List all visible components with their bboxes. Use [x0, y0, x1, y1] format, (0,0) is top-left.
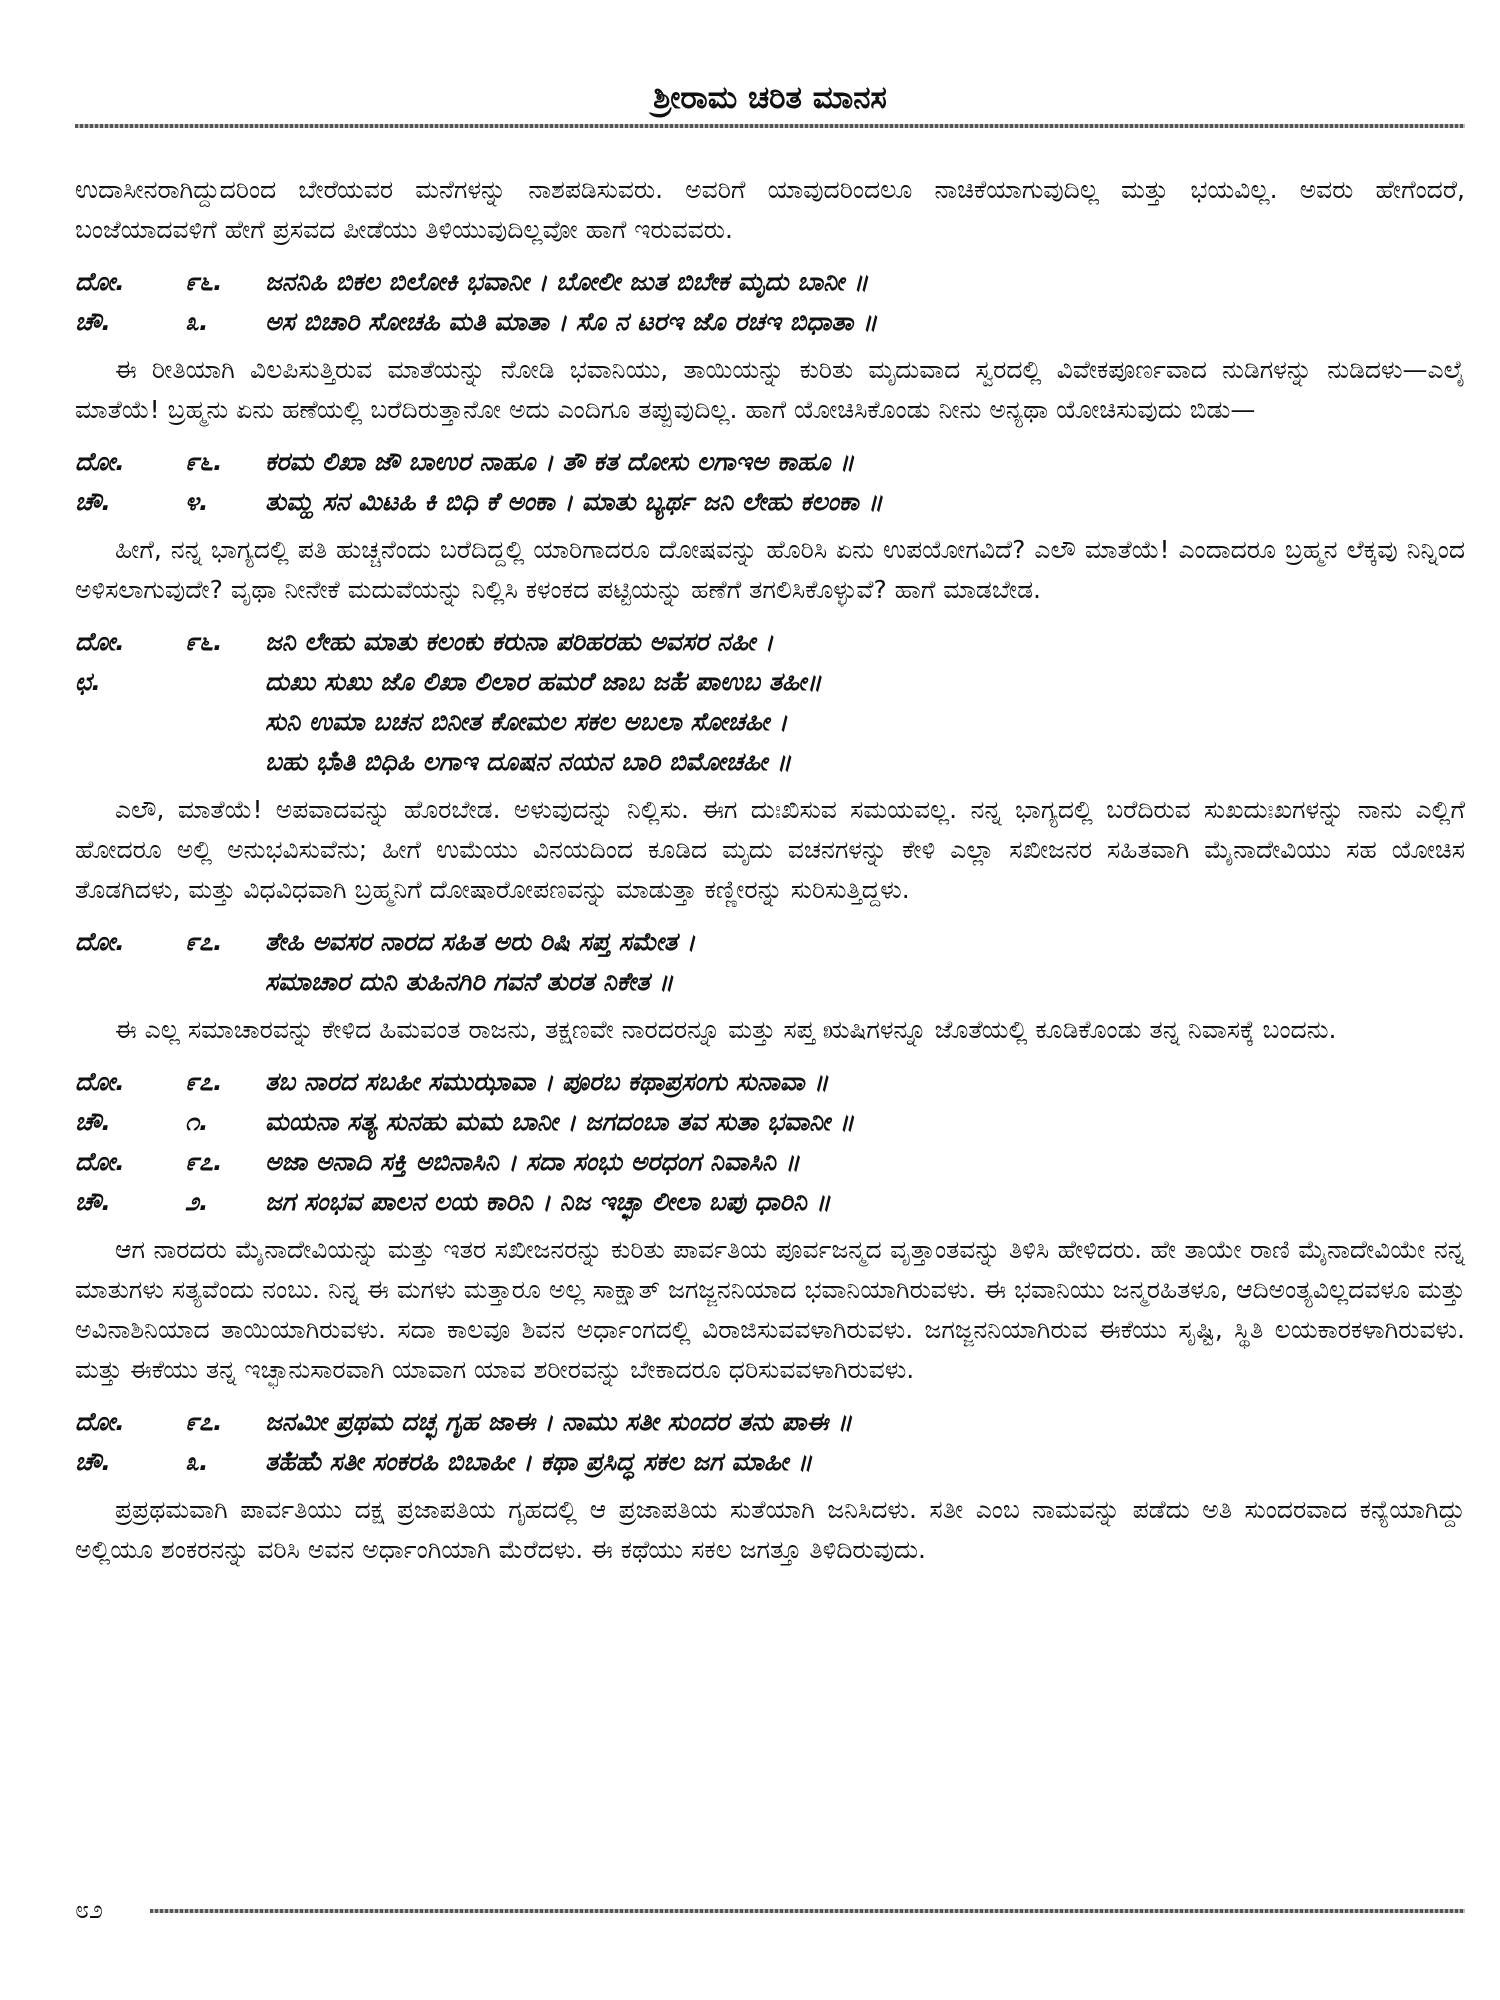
- prose-paragraph: ಪ್ರಪ್ರಥಮವಾಗಿ ಪಾರ್ವತಿಯು ದಕ್ಷ ಪ್ರಜಾಪತಿಯ ಗೃಹದಲ್ಲಿ ಆ ಪ್ರಜಾಪತಿಯ ಸುತೆಯಾಗಿ ಜನಿಸಿದಳು. ಸತೀ ಎಂಬ ನಾಮವನ್ನು ಪಡೆದು ಅತಿ ಸುಂದರವಾದ ಕನ್ಯೆಯಾಗಿದ್ದು ಅಲ್ಲಿಯೂ ಶಂಕರನನ್ನು ವರಿಸಿ ಅವನ ಅರ್ಧಾಂಗಿಯಾಗಿ ಮೆರೆದಳು. ಈ ಕಥೆಯು ಸಕಲ ಜಗತ್ತೂ ತಿಳಿದಿರುವುದು.: [75, 1495, 1465, 1564]
- header-divider: [75, 124, 1465, 128]
- verse-label: [75, 962, 185, 1002]
- verse-block: [75, 262, 1465, 342]
- verse-line: [75, 742, 1465, 782]
- verse-line: [75, 262, 1465, 302]
- page-title: ಶ್ರೀರಾಮ ಚರಿತ ಮಾನಸ: [653, 80, 887, 116]
- verse-number: [185, 702, 265, 742]
- verse-text: ಬಹು ಭಾಁತಿ ಬಿಧಿಹಿ ಲಗಾಇ ದೂಷನ ನಯನ ಬಾರಿ ಬಿಮೋಚಹೀ ॥: [265, 747, 792, 776]
- verse-line: [75, 442, 1465, 482]
- verse-text: ತುಮ್ಹ ಸನ ಮಿಟಹಿ ಕಿ ಬಿಧಿ ಕೆ ಅಂಕಾ । ಮಾತು ಬ್ಯರ್ಥ ಜನಿ ಲೇಹು ಕಲಂಕಾ ॥: [265, 487, 883, 516]
- verse-text: ಕರಮ ಲಿಖಾ ಜೌ ಬಾಉರ ನಾಹೂ । ತೌ ಕತ ದೋಸು ಲಗಾಇಅ ಕಾಹೂ ॥: [265, 447, 855, 476]
- verse-label: ದೋ.: [75, 1407, 125, 1436]
- verse-block: [75, 922, 1465, 1002]
- verse-line: [75, 482, 1465, 522]
- verse-text: ತಹಁಹುಁ ಸತೀ ಸಂಕರಹಿ ಬಿಬಾಹೀ । ಕಥಾ ಪ್ರಸಿದ್ಧ ಸಕಲ ಜಗ ಮಾಹೀ ॥: [265, 1447, 813, 1476]
- verse-number: ೨.: [185, 1187, 209, 1216]
- verse-label: ಚೌ.: [75, 1107, 111, 1136]
- verse-text: ಅಜಾ ಅನಾದಿ ಸಕ್ತಿ ಅಬಿನಾಸಿನಿ । ಸದಾ ಸಂಭು ಅರಧಂಗ ನಿವಾಸಿನಿ ॥: [265, 1147, 800, 1176]
- page-number: ೮೨: [75, 1895, 104, 1924]
- verse-number: [185, 742, 265, 782]
- verse-block: [75, 1062, 1465, 1222]
- verse-line: [75, 1062, 1465, 1102]
- verse-label: ದೋ.: [75, 1067, 125, 1096]
- verse-line: [75, 1182, 1465, 1222]
- verse-number: [185, 662, 265, 702]
- verse-text: ದುಖು ಸುಖು ಜೊ ಲಿಖಾ ಲಿಲಾರ ಹಮರೆ ಜಾಬ ಜಹಁ ಪಾಉಬ ತಹೀ॥: [265, 667, 822, 696]
- verse-text: ಅಸ ಬಿಚಾರಿ ಸೋಚಹಿ ಮತಿ ಮಾತಾ । ಸೊ ನ ಟರಇ ಜೊ ರಚಇ ಬಿಧಾತಾ ॥: [265, 307, 878, 336]
- verse-text: ಜನಮೀ ಪ್ರಥಮ ದಚ್ಛ ಗೃಹ ಜಾಈ । ನಾಮು ಸತೀ ಸುಂದರ ತನು ಪಾಈ ॥: [265, 1407, 853, 1436]
- verse-number: ೯೭.: [185, 1147, 223, 1176]
- prose-paragraph: ಎಲೌ, ಮಾತೆಯೆ! ಅಪವಾದವನ್ನು ಹೊರಬೇಡ. ಅಳುವುದನ್ನು ನಿಲ್ಲಿಸು. ಈಗ ದುಃಖಿಸುವ ಸಮಯವಲ್ಲ. ನನ್ನ ಭಾಗ್ಯದಲ್ಲಿ ಬರೆದಿರುವ ಸುಖದುಃಖಗಳನ್ನು ನಾನು ಎಲ್ಲಿಗೆ ಹೋದರೂ ಅಲ್ಲಿ ಅನುಭವಿಸುವೆನು; ಹೀಗೆ ಉಮೆಯು ವಿನಯದಿಂದ ಕೂಡಿದ ಮೃದು ವಚನಗಳನ್ನು ಕೇಳಿ ಎಲ್ಲಾ ಸಖೀಜನರ ಸಹಿತವಾಗಿ ಮೈನಾದೇವಿಯು ಸಹ ಯೋಚಿಸ ತೊಡಗಿದಳು, ಮತ್ತು ವಿಧವಿಧವಾಗಿ ಬ್ರಹ್ಮನಿಗೆ ದೋಷಾರೋಪಣವನ್ನು ಮಾಡುತ್ತಾ ಕಣ್ಣೀರನ್ನು ಸುರಿಸುತ್ತಿದ್ದಳು.: [75, 795, 1465, 904]
- verse-text: ಜನಿ ಲೇಹು ಮಾತು ಕಲಂಕು ಕರುನಾ ಪರಿಹರಹು ಅವಸರ ನಹೀ ।: [265, 627, 774, 656]
- prose-paragraph: ಈ ಎಲ್ಲ ಸಮಾಚಾರವನ್ನು ಕೇಳಿದ ಹಿಮವಂತ ರಾಜನು, ತಕ್ಷಣವೇ ನಾರದರನ್ನೂ ಮತ್ತು ಸಪ್ತ ಋಷಿಗಳನ್ನೂ ಜೊತೆಯಲ್ಲಿ ಕೂಡಿಕೊಂಡು ತನ್ನ ನಿವಾಸಕ್ಕೆ ಬಂದನು.: [115, 1015, 1337, 1044]
- verse-number: ೧.: [185, 1107, 209, 1136]
- verse-number: ೩.: [185, 1447, 209, 1476]
- verse-number: ೯೬.: [185, 447, 223, 476]
- verse-line: [75, 1102, 1465, 1142]
- footer-divider: [150, 1909, 1465, 1913]
- verse-label: ದೋ.: [75, 627, 125, 656]
- verse-number: ೩.: [185, 307, 209, 336]
- verse-label: ಚೌ.: [75, 307, 111, 336]
- verse-line: [75, 1142, 1465, 1182]
- verse-line: [75, 622, 1465, 662]
- verse-text: ಜಗ ಸಂಭವ ಪಾಲನ ಲಯ ಕಾರಿನಿ । ನಿಜ ಇಚ್ಛಾ ಲೀಲಾ ಬಪು ಧಾರಿನಿ ॥: [265, 1187, 831, 1216]
- verse-label: ದೋ.: [75, 267, 125, 296]
- verse-text: ತೇಹಿ ಅವಸರ ನಾರದ ಸಹಿತ ಅರು ರಿಷಿ ಸಪ್ತ ಸಮೇತ ।: [265, 927, 696, 956]
- verse-number: [185, 962, 265, 1002]
- verse-line: [75, 302, 1465, 342]
- verse-number: ೯೬.: [185, 627, 223, 656]
- verse-block: [75, 1402, 1465, 1482]
- verse-number: ೯೭.: [185, 1407, 223, 1436]
- verse-number: ೯೭.: [185, 1067, 223, 1096]
- verse-number: ೯೬.: [185, 267, 223, 296]
- verse-text: ಮಯನಾ ಸತ್ಯ ಸುನಹು ಮಮ ಬಾನೀ । ಜಗದಂಬಾ ತವ ಸುತಾ ಭವಾನೀ ॥: [265, 1107, 855, 1136]
- verse-label: ಚೌ.: [75, 487, 111, 516]
- verse-label: ಛ.: [75, 667, 101, 696]
- verse-number: ೯೭.: [185, 927, 223, 956]
- verse-label: ಚೌ.: [75, 1447, 111, 1476]
- verse-label: ದೋ.: [75, 447, 125, 476]
- verse-label: [75, 702, 185, 742]
- verse-text: ಜನನಿಹಿ ಬಿಕಲ ಬಿಲೋಕಿ ಭವಾನೀ । ಬೋಲೀ ಜುತ ಬಿಬೇಕ ಮೃದು ಬಾನೀ ॥: [265, 267, 869, 296]
- verse-line: [75, 1442, 1465, 1482]
- verse-block: [75, 442, 1465, 522]
- verse-line: [75, 922, 1465, 962]
- verse-line: [75, 1402, 1465, 1442]
- page-body: [75, 170, 1465, 1582]
- verse-line: [75, 662, 1465, 702]
- prose-paragraph: ಹೀಗೆ, ನನ್ನ ಭಾಗ್ಯದಲ್ಲಿ ಪತಿ ಹುಚ್ಚನೆಂದು ಬರೆದಿದ್ದಲ್ಲಿ ಯಾರಿಗಾದರೂ ದೋಷವನ್ನು ಹೊರಿಸಿ ಏನು ಉಪಯೋಗವಿದೆ? ಎಲೌ ಮಾತೆಯೆ! ಎಂದಾದರೂ ಬ್ರಹ್ಮನ ಲೆಕ್ಕವು ನಿನ್ನಿಂದ ಅಳಿಸಲಾಗುವುದೇ? ವೃಥಾ ನೀನೇಕೆ ಮದುವೆಯನ್ನು ನಿಲ್ಲಿಸಿ ಕಳಂಕದ ಪಟ್ಟಿಯನ್ನು ಹಣೆಗೆ ತಗಲಿಸಿಕೊಳ್ಳುವೆ? ಹಾಗೆ ಮಾಡಬೇಡ.: [75, 535, 1465, 604]
- verse-label: ಚೌ.: [75, 1187, 111, 1216]
- verse-line: [75, 962, 1465, 1002]
- prose-paragraph: ಉದಾಸೀನರಾಗಿದ್ದುದರಿಂದ ಬೇರೆಯವರ ಮನೆಗಳನ್ನು ನಾಶಪಡಿಸುವರು. ಅವರಿಗೆ ಯಾವುದರಿಂದಲೂ ನಾಚಿಕೆಯಾಗುವುದಿಲ್ಲ ಮತ್ತು ಭಯವಿಲ್ಲ. ಅವರು ಹೇಗೆಂದರೆ, ಬಂಜೆಯಾದವಳಿಗೆ ಹೇಗೆ ಪ್ರಸವದ ಪೀಡೆಯು ತಿಳಿಯುವುದಿಲ್ಲವೋ ಹಾಗೆ ಇರುವವರು.: [75, 175, 1465, 244]
- prose-paragraph: ಆಗ ನಾರದರು ಮೈನಾದೇವಿಯನ್ನು ಮತ್ತು ಇತರ ಸಖೀಜನರನ್ನು ಕುರಿತು ಪಾರ್ವತಿಯ ಪೂರ್ವಜನ್ಮದ ವೃತ್ತಾಂತವನ್ನು ತಿಳಿಸಿ ಹೇಳಿದರು. ಹೇ ತಾಯೇ ರಾಣಿ ಮೈನಾದೇವಿಯೇ ನನ್ನ ಮಾತುಗಳು ಸತ್ಯವೆಂದು ನಂಬು. ನಿನ್ನ ಈ ಮಗಳು ಮತ್ತಾರೂ ಅಲ್ಲ ಸಾಕ್ಷಾತ್ ಜಗಜ್ಜನನಿಯಾದ ಭವಾನಿಯಾಗಿರುವಳು. ಈ ಭವಾನಿಯು ಜನ್ಮರಹಿತಳೂ, ಆದಿಅಂತ್ಯವಿಲ್ಲದವಳೂ ಮತ್ತು ಅವಿನಾಶಿನಿಯಾದ ತಾಯಿಯಾಗಿರುವಳು. ಸದಾ ಕಾಲವೂ ಶಿವನ ಅರ್ಧಾಂಗದಲ್ಲಿ ವಿರಾಜಿಸುವವಳಾಗಿರುವಳು. ಜಗಜ್ಜನನಿಯಾಗಿರುವ ಈಕೆಯು ಸೃಷ್ಟಿ, ಸ್ಥಿತಿ ಲಯಕಾರಕಳಾಗಿರುವಳು. ಮತ್ತು ಈಕೆಯು ತನ್ನ ಇಚ್ಛಾನುಸಾರವಾಗಿ ಯಾವಾಗ ಯಾವ ಶರೀರವನ್ನು ಬೇಕಾದರೂ ಧರಿಸುವವಳಾಗಿರುವಳು.: [75, 1235, 1465, 1384]
- verse-label: ದೋ.: [75, 927, 125, 956]
- verse-text: ಸಮಾಚಾರ ದುನಿ ತುಹಿನಗಿರಿ ಗವನೆ ತುರತ ನಿಕೇತ ॥: [265, 967, 674, 996]
- verse-label: ದೋ.: [75, 1147, 125, 1176]
- verse-text: ತಬ ನಾರದ ಸಬಹೀ ಸಮುಝಾವಾ । ಪೂರಬ ಕಥಾಪ್ರಸಂಗು ಸುನಾವಾ ॥: [265, 1067, 829, 1096]
- verse-number: ೪.: [185, 487, 209, 516]
- verse-text: ಸುನಿ ಉಮಾ ಬಚನ ಬಿನೀತ ಕೋಮಲ ಸಕಲ ಅಬಲಾ ಸೋಚಹೀ ।: [265, 707, 788, 736]
- verse-label: [75, 742, 185, 782]
- verse-block: [75, 622, 1465, 782]
- prose-paragraph: ಈ ರೀತಿಯಾಗಿ ವಿಲಪಿಸುತ್ತಿರುವ ಮಾತೆಯನ್ನು ನೋಡಿ ಭವಾನಿಯು, ತಾಯಿಯನ್ನು ಕುರಿತು ಮೃದುವಾದ ಸ್ವರದಲ್ಲಿ ವಿವೇಕಪೂರ್ಣವಾದ ನುಡಿಗಳನ್ನು ನುಡಿದಳು—ಎಲೈ ಮಾತೆಯೆ! ಬ್ರಹ್ಮನು ಏನು ಹಣೆಯಲ್ಲಿ ಬರೆದಿರುತ್ತಾನೋ ಅದು ಎಂದಿಗೂ ತಪ್ಪುವುದಿಲ್ಲ. ಹಾಗೆ ಯೋಚಿಸಿಕೊಂಡು ನೀನು ಅನ್ಯಥಾ ಯೋಚಿಸುವುದು ಬಿಡು—: [75, 355, 1465, 424]
- verse-line: [75, 702, 1465, 742]
